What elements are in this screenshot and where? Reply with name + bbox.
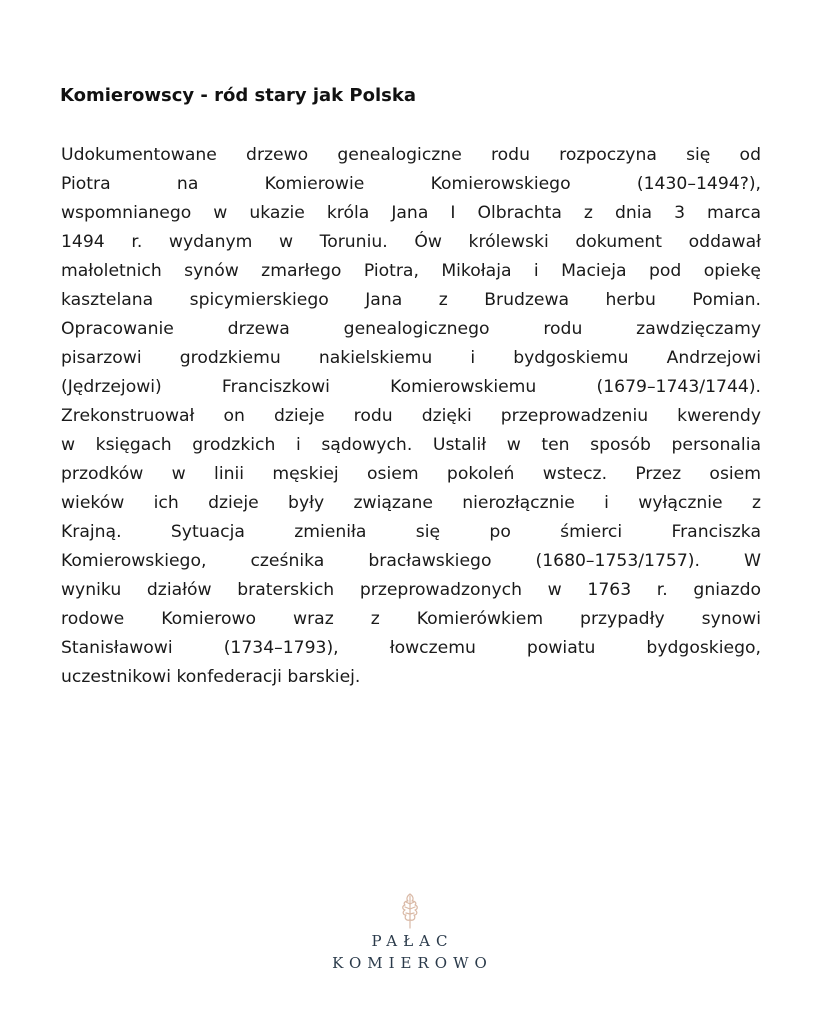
body-line: pisarzowi grodzkiemu nakielskiemu i bydgoskiemu Andrzejowi [61,348,761,368]
brand-name-line2: KOMIEROWO [332,954,493,972]
body-line: Piotra na Komierowie Komierowskiego (1430–1494?), [61,174,761,194]
body-line: Opracowanie drzewa genealogicznego rodu zawdzięczamy [61,319,761,339]
body-line: Udokumentowane drzewo genealogiczne rodu rozpoczyna się od [61,145,761,165]
body-line: przodków w linii męskiej osiem pokoleń wstecz. Przez osiem [61,464,761,484]
body-line: wspomnianego w ukazie króla Jana I Olbrachta z dnia 3 marca [61,203,761,223]
body-line: Stanisławowi (1734–1793), łowczemu powiatu bydgoskiego, [61,638,761,658]
body-line: (Jędrzejowi) Franciszkowi Komierowskiemu (1679–1743/1744). [61,377,761,397]
body-line: Krajną. Sytuacja zmieniła się po śmierci Franciszka [61,522,761,542]
body-line: wyniku działów braterskich przeprowadzonych w 1763 r. gniazdo [61,580,761,600]
body-line: Komierowskiego, cześnika bracławskiego (1680–1753/1757). W [61,551,761,571]
body-line: uczestnikowi konfederacji barskiej. [61,667,361,687]
oak-leaf-icon [396,890,424,930]
body-line: w księgach grodzkich i sądowych. Ustalił w ten sposób personalia [61,435,761,455]
body-line: wieków ich dzieje były związane nierozłącznie i wyłącznie z [61,493,761,513]
brand-logo [0,890,819,974]
body-line: Zrekonstruował on dzieje rodu dzięki przeprowadzeniu kwerendy [61,406,761,426]
body-line: rodowe Komierowo wraz z Komierówkiem przypadły synowi [61,609,761,629]
page-title: Komierowscy - ród stary jak Polska [60,85,416,106]
body-line: małoletnich synów zmarłego Piotra, Mikołaja i Macieja pod opiekę [61,261,761,281]
article-body [61,141,761,692]
body-line: kasztelana spicymierskiego Jana z Brudzewa herbu Pomian. [61,290,761,310]
brand-name-line1: PAŁAC [371,932,454,950]
body-line: 1494 r. wydanym w Toruniu. Ów królewski dokument oddawał [61,232,761,252]
